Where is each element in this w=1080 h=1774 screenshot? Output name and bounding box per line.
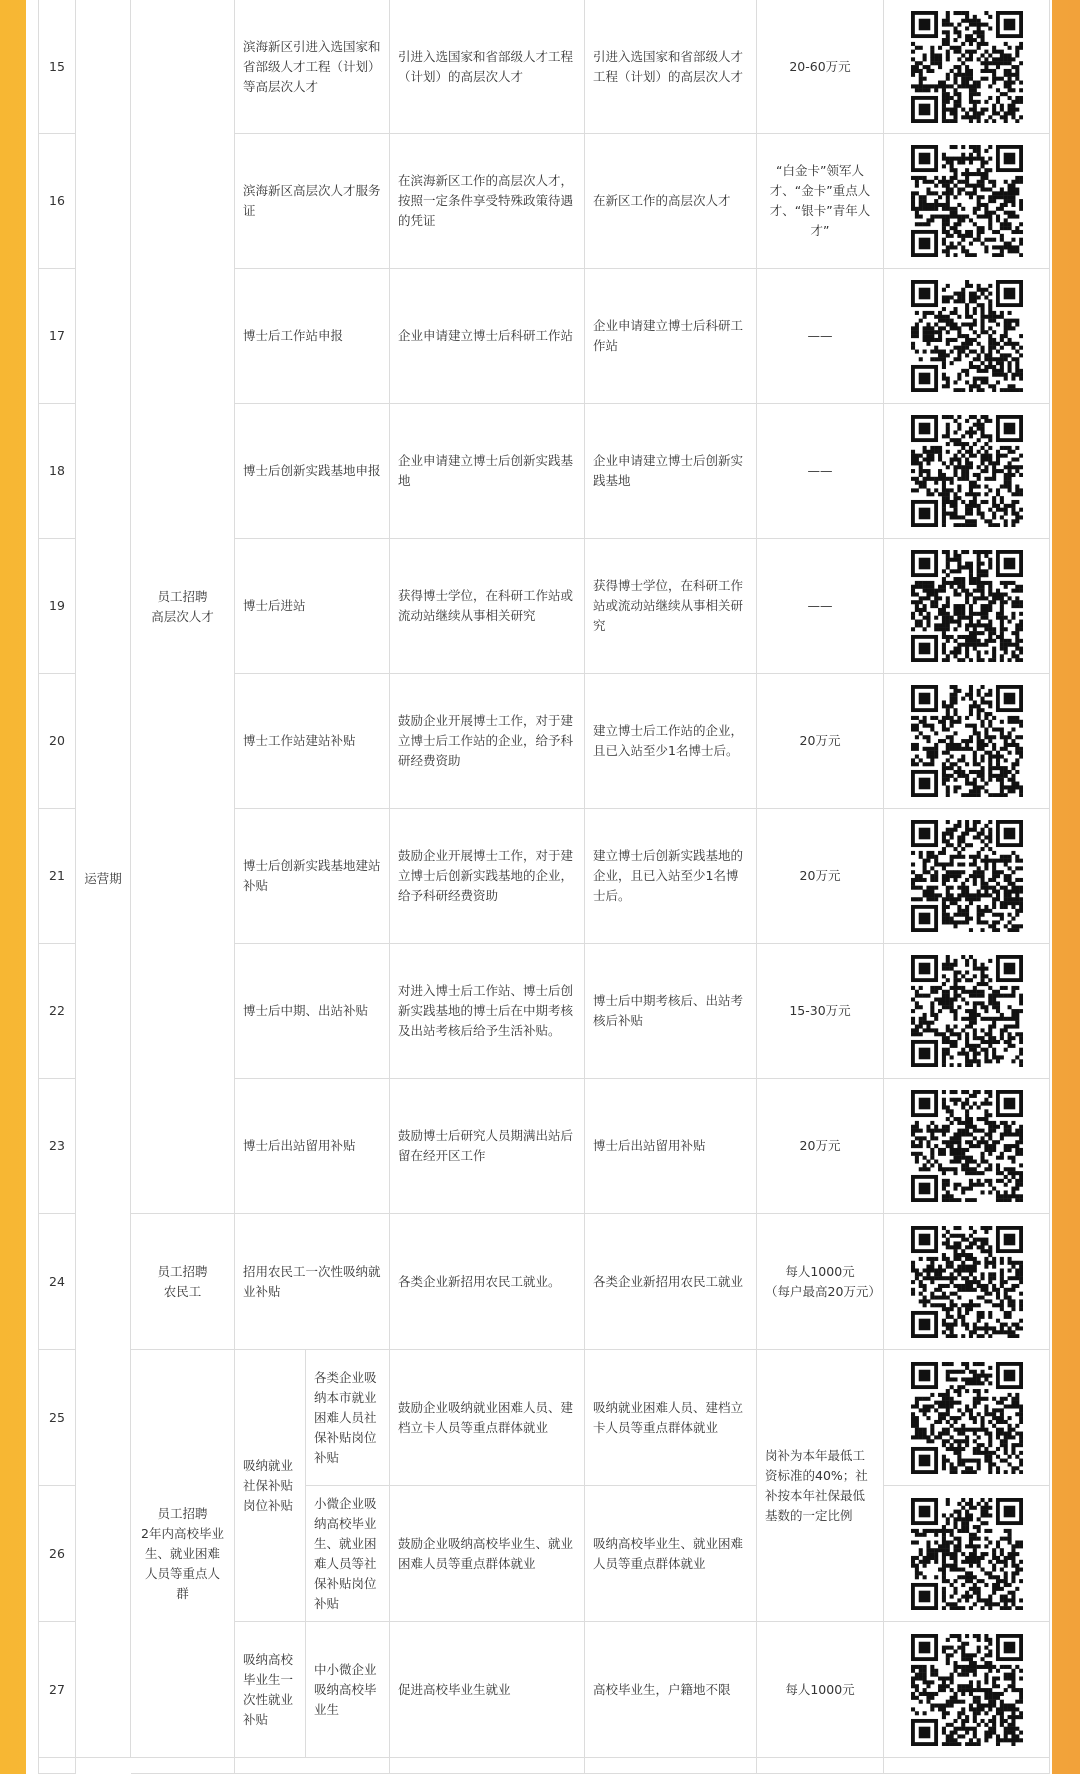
content-cell-text: 在滨海新区工作的高层次人才，按照一定条件享受特殊政策待遇的凭证 <box>398 173 574 228</box>
content-cell-text: 企业申请建立博士后创新实践基地 <box>398 453 574 488</box>
item-cell <box>235 944 390 1079</box>
qr-code-icon[interactable] <box>911 415 1023 527</box>
content-cell-text: 各类企业新招用农民工就业。 <box>398 1273 561 1289</box>
qr-code-icon[interactable] <box>911 1090 1023 1202</box>
standard-cell <box>757 1622 884 1758</box>
merged-standard-social-insurance <box>757 1350 884 1622</box>
content-cell-text: 鼓励博士后研究人员期满出站后留在经开区工作 <box>398 1128 574 1163</box>
row-number-text: 20 <box>49 733 65 748</box>
group-cell-graduates <box>131 1350 235 1758</box>
content-cell <box>390 1622 585 1758</box>
row-number <box>38 269 76 404</box>
standard-cell-text: —— <box>807 598 833 613</box>
sub-item-cell <box>306 1622 390 1758</box>
item-cell-next <box>235 1758 390 1774</box>
item-cell-text: 博士后创新实践基地申报 <box>243 463 381 478</box>
target-cell <box>585 674 757 809</box>
qr-cell <box>884 1486 1050 1622</box>
target-cell-text: 在新区工作的高层次人才 <box>593 193 731 208</box>
group-cell-migrant <box>131 1214 235 1350</box>
phase-cell-text: 运营期 <box>84 870 122 886</box>
qr-cell <box>884 809 1050 944</box>
qr-code-icon[interactable] <box>911 145 1023 257</box>
merged-item-graduate-text: 吸纳高校毕业生一次性就业补贴 <box>243 1651 294 1727</box>
content-cell-next <box>390 1758 585 1774</box>
item-cell <box>235 404 390 539</box>
qr-code-icon[interactable] <box>911 280 1023 392</box>
qr-code-icon[interactable] <box>911 11 1023 123</box>
target-cell-text: 引进入选国家和省部级人才工程（计划）的高层次人才 <box>593 48 744 84</box>
row-number <box>38 1079 76 1214</box>
target-cell <box>585 134 757 269</box>
target-cell-text: 高校毕业生，户籍地不限 <box>593 1681 731 1697</box>
standard-cell-text: —— <box>807 463 833 478</box>
standard-cell <box>757 809 884 944</box>
target-cell-text: 博士后中期考核后、出站考核后补贴 <box>593 993 744 1028</box>
item-cell-text: 滨海新区高层次人才服务证 <box>243 183 381 218</box>
item-cell <box>235 1214 390 1350</box>
group-cell-graduates-text: 员工招聘 2年内高校毕业生、就业困难人员等重点人群 <box>141 1505 224 1601</box>
group-cell-talent-text: 员工招聘 高层次人才 <box>151 588 214 624</box>
phase-cell <box>76 0 131 1758</box>
target-cell-text: 企业申请建立博士后科研工作站 <box>593 318 744 353</box>
qr-cell <box>884 1079 1050 1214</box>
row-number <box>38 404 76 539</box>
qr-cell <box>884 944 1050 1079</box>
qr-cell <box>884 134 1050 269</box>
sub-item-cell <box>306 1486 390 1622</box>
content-cell <box>390 0 585 134</box>
target-cell <box>585 404 757 539</box>
item-cell <box>235 674 390 809</box>
group-cell-next <box>131 1758 235 1774</box>
content-cell <box>390 1079 585 1214</box>
qr-code-icon[interactable] <box>911 685 1023 797</box>
content-cell <box>390 1350 585 1486</box>
row-number-text: 27 <box>49 1681 65 1697</box>
target-cell-text: 获得博士学位，在科研工作站或流动站继续从事相关研究 <box>593 578 744 633</box>
qr-cell <box>884 0 1050 134</box>
target-cell-text: 吸纳就业困难人员、建档立卡人员等重点群体就业 <box>593 1399 744 1435</box>
target-cell <box>585 1350 757 1486</box>
item-cell-text: 博士后出站留用补贴 <box>243 1138 356 1153</box>
item-cell <box>235 0 390 134</box>
row-number-next <box>38 1758 76 1774</box>
target-cell <box>585 809 757 944</box>
standard-cell <box>757 1079 884 1214</box>
item-cell <box>235 809 390 944</box>
content-cell <box>390 809 585 944</box>
sub-item-cell-text: 中小微企业吸纳高校毕业生 <box>314 1661 377 1717</box>
row-number <box>38 539 76 674</box>
row-number-text: 15 <box>49 58 65 74</box>
row-number-text: 22 <box>49 1003 65 1018</box>
target-cell <box>585 1079 757 1214</box>
standard-cell-text: 20-60万元 <box>789 58 851 74</box>
item-cell-text: 博士后进站 <box>243 598 306 613</box>
row-number-text: 21 <box>49 868 65 883</box>
target-cell <box>585 1486 757 1622</box>
target-cell-text: 建立博士后工作站的企业，且已入站至少1名博士后。 <box>593 723 744 758</box>
content-cell-text: 促进高校毕业生就业 <box>398 1681 511 1697</box>
target-cell <box>585 539 757 674</box>
content-cell-text: 鼓励企业吸纳高校毕业生、就业困难人员等重点群体就业 <box>398 1535 574 1571</box>
target-cell-text: 博士后出站留用补贴 <box>593 1138 706 1153</box>
target-cell-next <box>585 1758 757 1774</box>
standard-cell-text: 20万元 <box>799 868 841 883</box>
item-cell <box>235 269 390 404</box>
qr-cell <box>884 1622 1050 1758</box>
standard-cell <box>757 1214 884 1350</box>
target-cell <box>585 0 757 134</box>
item-cell <box>235 1079 390 1214</box>
qr-cell <box>884 674 1050 809</box>
target-cell-text: 建立博士后创新实践基地的企业，且已入站至少1名博士后。 <box>593 848 744 903</box>
standard-cell <box>757 134 884 269</box>
qr-code-icon[interactable] <box>911 1498 1023 1610</box>
merged-item-graduate <box>235 1622 306 1758</box>
content-cell <box>390 134 585 269</box>
row-number <box>38 1350 76 1486</box>
item-cell-text: 博士工作站建站补贴 <box>243 733 356 748</box>
row-number <box>38 0 76 134</box>
qr-code-icon[interactable] <box>911 1226 1023 1338</box>
row-number-text: 24 <box>49 1273 65 1289</box>
row-number <box>38 944 76 1079</box>
standard-cell-text: 每人1000元 <box>785 1681 855 1697</box>
qr-cell <box>884 1214 1050 1350</box>
target-cell-text: 各类企业新招用农民工就业 <box>593 1273 744 1289</box>
standard-cell <box>757 539 884 674</box>
item-cell-text: 招用农民工一次性吸纳就业补贴 <box>243 1263 381 1299</box>
content-cell <box>390 539 585 674</box>
row-number <box>38 1486 76 1622</box>
content-cell <box>390 1486 585 1622</box>
content-cell <box>390 269 585 404</box>
group-cell-migrant-text: 员工招聘 农民工 <box>157 1263 208 1299</box>
item-cell-text: 博士后工作站申报 <box>243 328 344 343</box>
row-number-text: 23 <box>49 1138 65 1153</box>
standard-cell <box>757 944 884 1079</box>
row-number-text: 16 <box>49 193 65 208</box>
content-cell-text: 鼓励企业吸纳就业困难人员、建档立卡人员等重点群体就业 <box>398 1399 574 1435</box>
standard-cell-text: “白金卡”领军人才、“金卡”重点人才、“银卡”青年人才” <box>769 163 871 238</box>
qr-cell <box>884 269 1050 404</box>
group-cell-talent <box>131 0 235 1214</box>
qr-cell-next <box>884 1758 1050 1774</box>
qr-code-icon[interactable] <box>911 955 1023 1067</box>
standard-cell <box>757 674 884 809</box>
sub-item-cell <box>306 1350 390 1486</box>
row-number-text: 17 <box>49 328 65 343</box>
merged-standard-social-insurance-text: 岗补为本年最低工资标准的40%；社补按本年社保最低基数的一定比例 <box>765 1447 868 1523</box>
content-cell <box>390 944 585 1079</box>
item-cell-text: 博士后中期、出站补贴 <box>243 1003 369 1018</box>
item-cell <box>235 539 390 674</box>
target-cell-text: 吸纳高校毕业生、就业困难人员等重点群体就业 <box>593 1535 744 1571</box>
merged-item-social-insurance-text: 吸纳就业社保补贴岗位补贴 <box>243 1457 294 1513</box>
target-cell <box>585 269 757 404</box>
row-number-text: 19 <box>49 598 65 613</box>
content-cell <box>390 404 585 539</box>
qr-code-icon[interactable] <box>911 820 1023 932</box>
item-cell <box>235 134 390 269</box>
qr-cell <box>884 404 1050 539</box>
row-number-text: 25 <box>49 1409 65 1425</box>
sub-item-cell-text: 各类企业吸纳本市就业困难人员社保补贴岗位补贴 <box>314 1369 377 1465</box>
content-cell <box>390 1214 585 1350</box>
target-cell <box>585 1622 757 1758</box>
row-number-text: 18 <box>49 463 65 478</box>
row-number <box>38 809 76 944</box>
standard-cell-text: 每人1000元 （每户最高20万元） <box>765 1263 881 1299</box>
sub-item-cell-text: 小微企业吸纳高校毕业生、就业困难人员等社保补贴岗位补贴 <box>314 1495 377 1611</box>
content-cell-text: 鼓励企业开展博士工作，对于建立博士后创新实践基地的企业，给予科研经费资助 <box>398 848 574 903</box>
merged-item-social-insurance <box>235 1350 306 1622</box>
qr-cell <box>884 1350 1050 1486</box>
standard-cell-text: 15-30万元 <box>789 1003 851 1018</box>
standard-cell <box>757 404 884 539</box>
target-cell-text: 企业申请建立博士后创新实践基地 <box>593 453 744 488</box>
content-cell-text: 获得博士学位，在科研工作站或流动站继续从事相关研究 <box>398 588 574 623</box>
standard-cell-text: 20万元 <box>799 733 841 748</box>
item-cell-text: 滨海新区引进入选国家和省部级人才工程（计划）等高层次人才 <box>243 38 381 94</box>
row-number-text: 26 <box>49 1545 65 1561</box>
row-number <box>38 1622 76 1758</box>
target-cell <box>585 944 757 1079</box>
qr-code-icon[interactable] <box>911 550 1023 662</box>
item-cell-text: 博士后创新实践基地建站补贴 <box>243 858 381 893</box>
policy-table <box>38 0 1050 1774</box>
row-number <box>38 674 76 809</box>
content-cell-text: 对进入博士后工作站、博士后创新实践基地的博士后在中期考核及出站考核后给予生活补贴。 <box>398 983 574 1038</box>
qr-code-icon[interactable] <box>911 1634 1023 1746</box>
standard-cell-text: 20万元 <box>799 1138 841 1153</box>
content-cell-text: 鼓励企业开展博士工作，对于建立博士后工作站的企业，给予科研经费资助 <box>398 713 574 768</box>
standard-cell-text: —— <box>807 328 833 343</box>
target-cell <box>585 1214 757 1350</box>
row-number <box>38 1214 76 1350</box>
content-cell-text: 企业申请建立博士后科研工作站 <box>398 328 574 343</box>
qr-code-icon[interactable] <box>911 1362 1023 1474</box>
qr-cell <box>884 539 1050 674</box>
content-cell <box>390 674 585 809</box>
standard-cell <box>757 269 884 404</box>
standard-cell <box>757 0 884 134</box>
row-number <box>38 134 76 269</box>
content-cell-text: 引进入选国家和省部级人才工程（计划）的高层次人才 <box>398 48 574 84</box>
standard-cell-next <box>757 1758 884 1774</box>
